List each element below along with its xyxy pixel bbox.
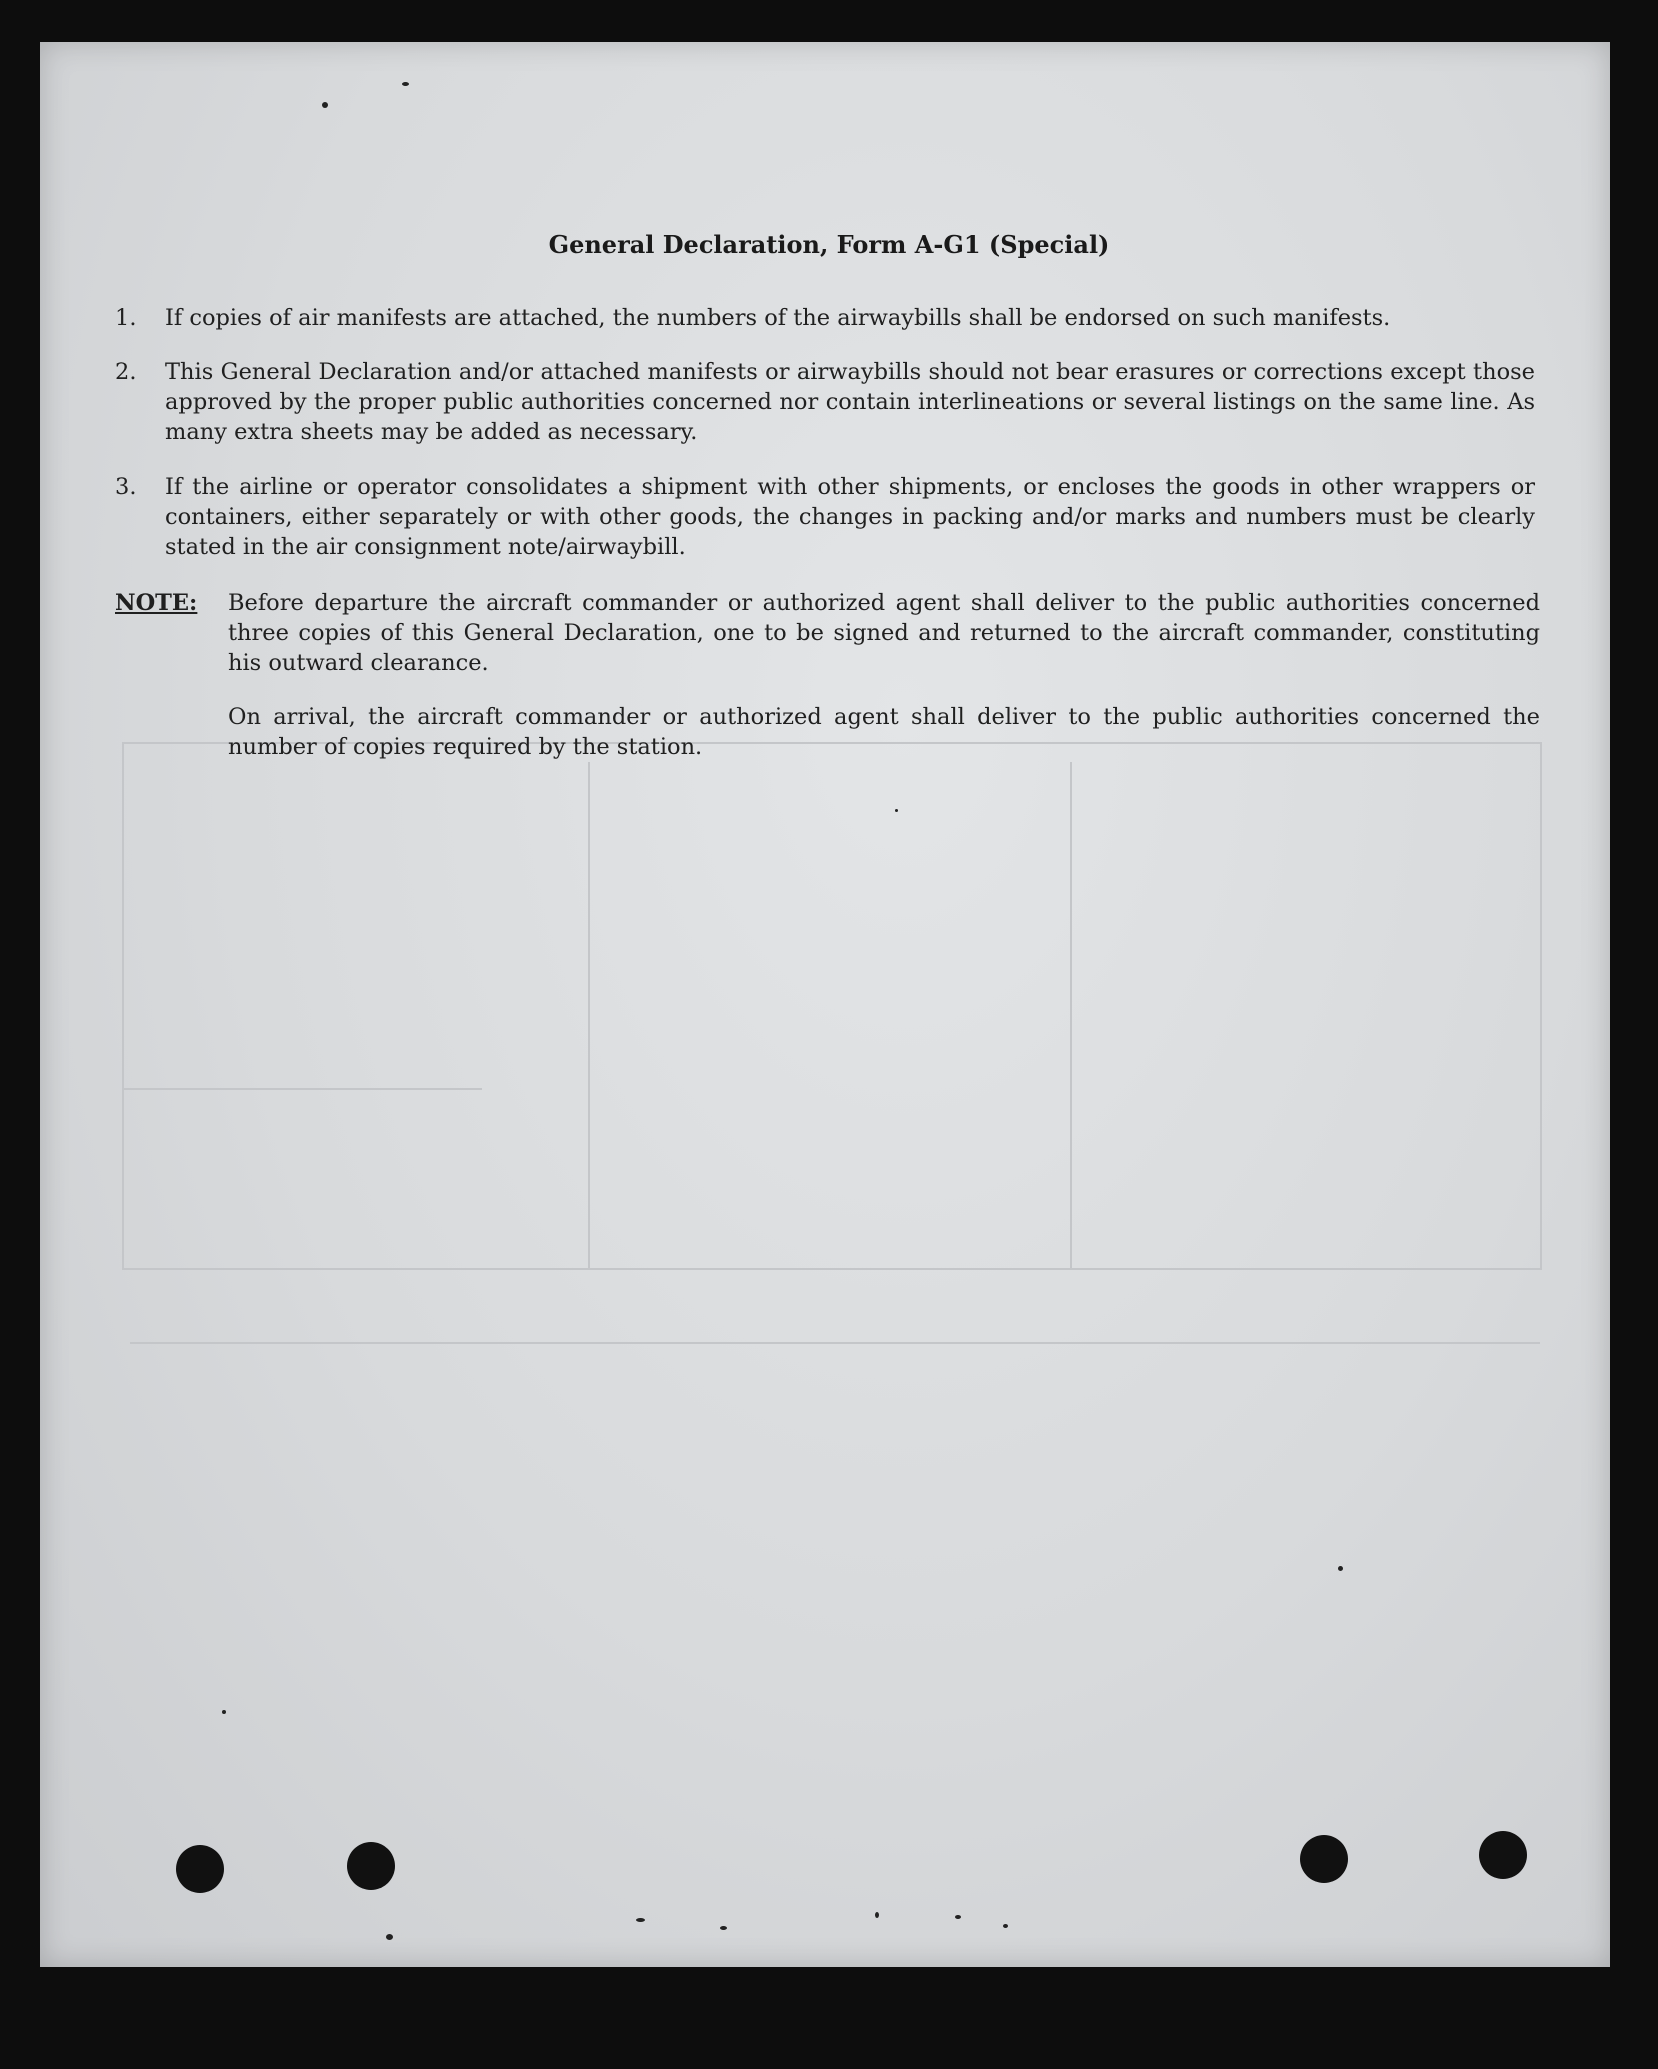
speck [402, 82, 409, 86]
item-number: 1. [115, 305, 137, 331]
note-paragraph: Before departure the aircraft commander or authorized agent shall deliver to the public authorities concerned three copies of this General Declaration, one to be signed and returned to the aircraft commander, constituting his outward clearance. [228, 590, 1540, 676]
speck [322, 102, 328, 108]
speck [222, 1710, 226, 1714]
speck [875, 1912, 879, 1918]
speck [386, 1934, 393, 1940]
item-text: This General Declaration and/or attached manifests or airwaybills should not bear erasures or corrections except those approved by the proper public authorities concerned nor contain interlineations or several listings on the same line. As many extra sheets may be added as necessary. [165, 359, 1535, 445]
punch-hole [1300, 1835, 1348, 1883]
speck [895, 809, 898, 812]
bleed-through-divider-2 [1070, 762, 1072, 1270]
punch-hole [347, 1842, 395, 1890]
punch-hole [176, 1845, 224, 1893]
speck [955, 1915, 961, 1919]
page-title: General Declaration, Form A-G1 (Special) [548, 230, 1110, 259]
speck [1003, 1924, 1008, 1928]
bleed-through-box-bottom [122, 1268, 1542, 1270]
item-text: If the airline or operator consolidates a shipment with other shipments, or encloses the goods in other wrappers or containers, either separately or with other goods, the changes in packing and/or marks and numbers must be clearly stated in the air consignment note/airwaybill. [165, 474, 1535, 560]
speck [720, 1926, 727, 1930]
note-label: NOTE: [115, 590, 198, 616]
list-item [115, 357, 1535, 447]
item-number: 2. [115, 359, 137, 385]
speck [1338, 1566, 1343, 1571]
bleed-through-rule-2 [122, 1088, 482, 1090]
speck [636, 1918, 645, 1922]
list-item [115, 472, 1535, 562]
bleed-through-rule [130, 1342, 1540, 1344]
punch-hole [1479, 1831, 1527, 1879]
bleed-through-box-left [122, 742, 124, 1270]
item-number: 3. [115, 474, 137, 500]
note-paragraph: On arrival, the aircraft commander or authorized agent shall deliver to the public authorities concerned the number of copies required by the station. [228, 704, 1540, 760]
note-body [228, 588, 1540, 762]
list-item [115, 303, 1535, 333]
note-section [115, 588, 1540, 786]
bleed-through-box-right [1540, 742, 1542, 1270]
bleed-through-divider-1 [588, 762, 590, 1270]
item-text: If copies of air manifests are attached, the numbers of the airwaybills shall be endorsed on such manifests. [165, 305, 1391, 331]
